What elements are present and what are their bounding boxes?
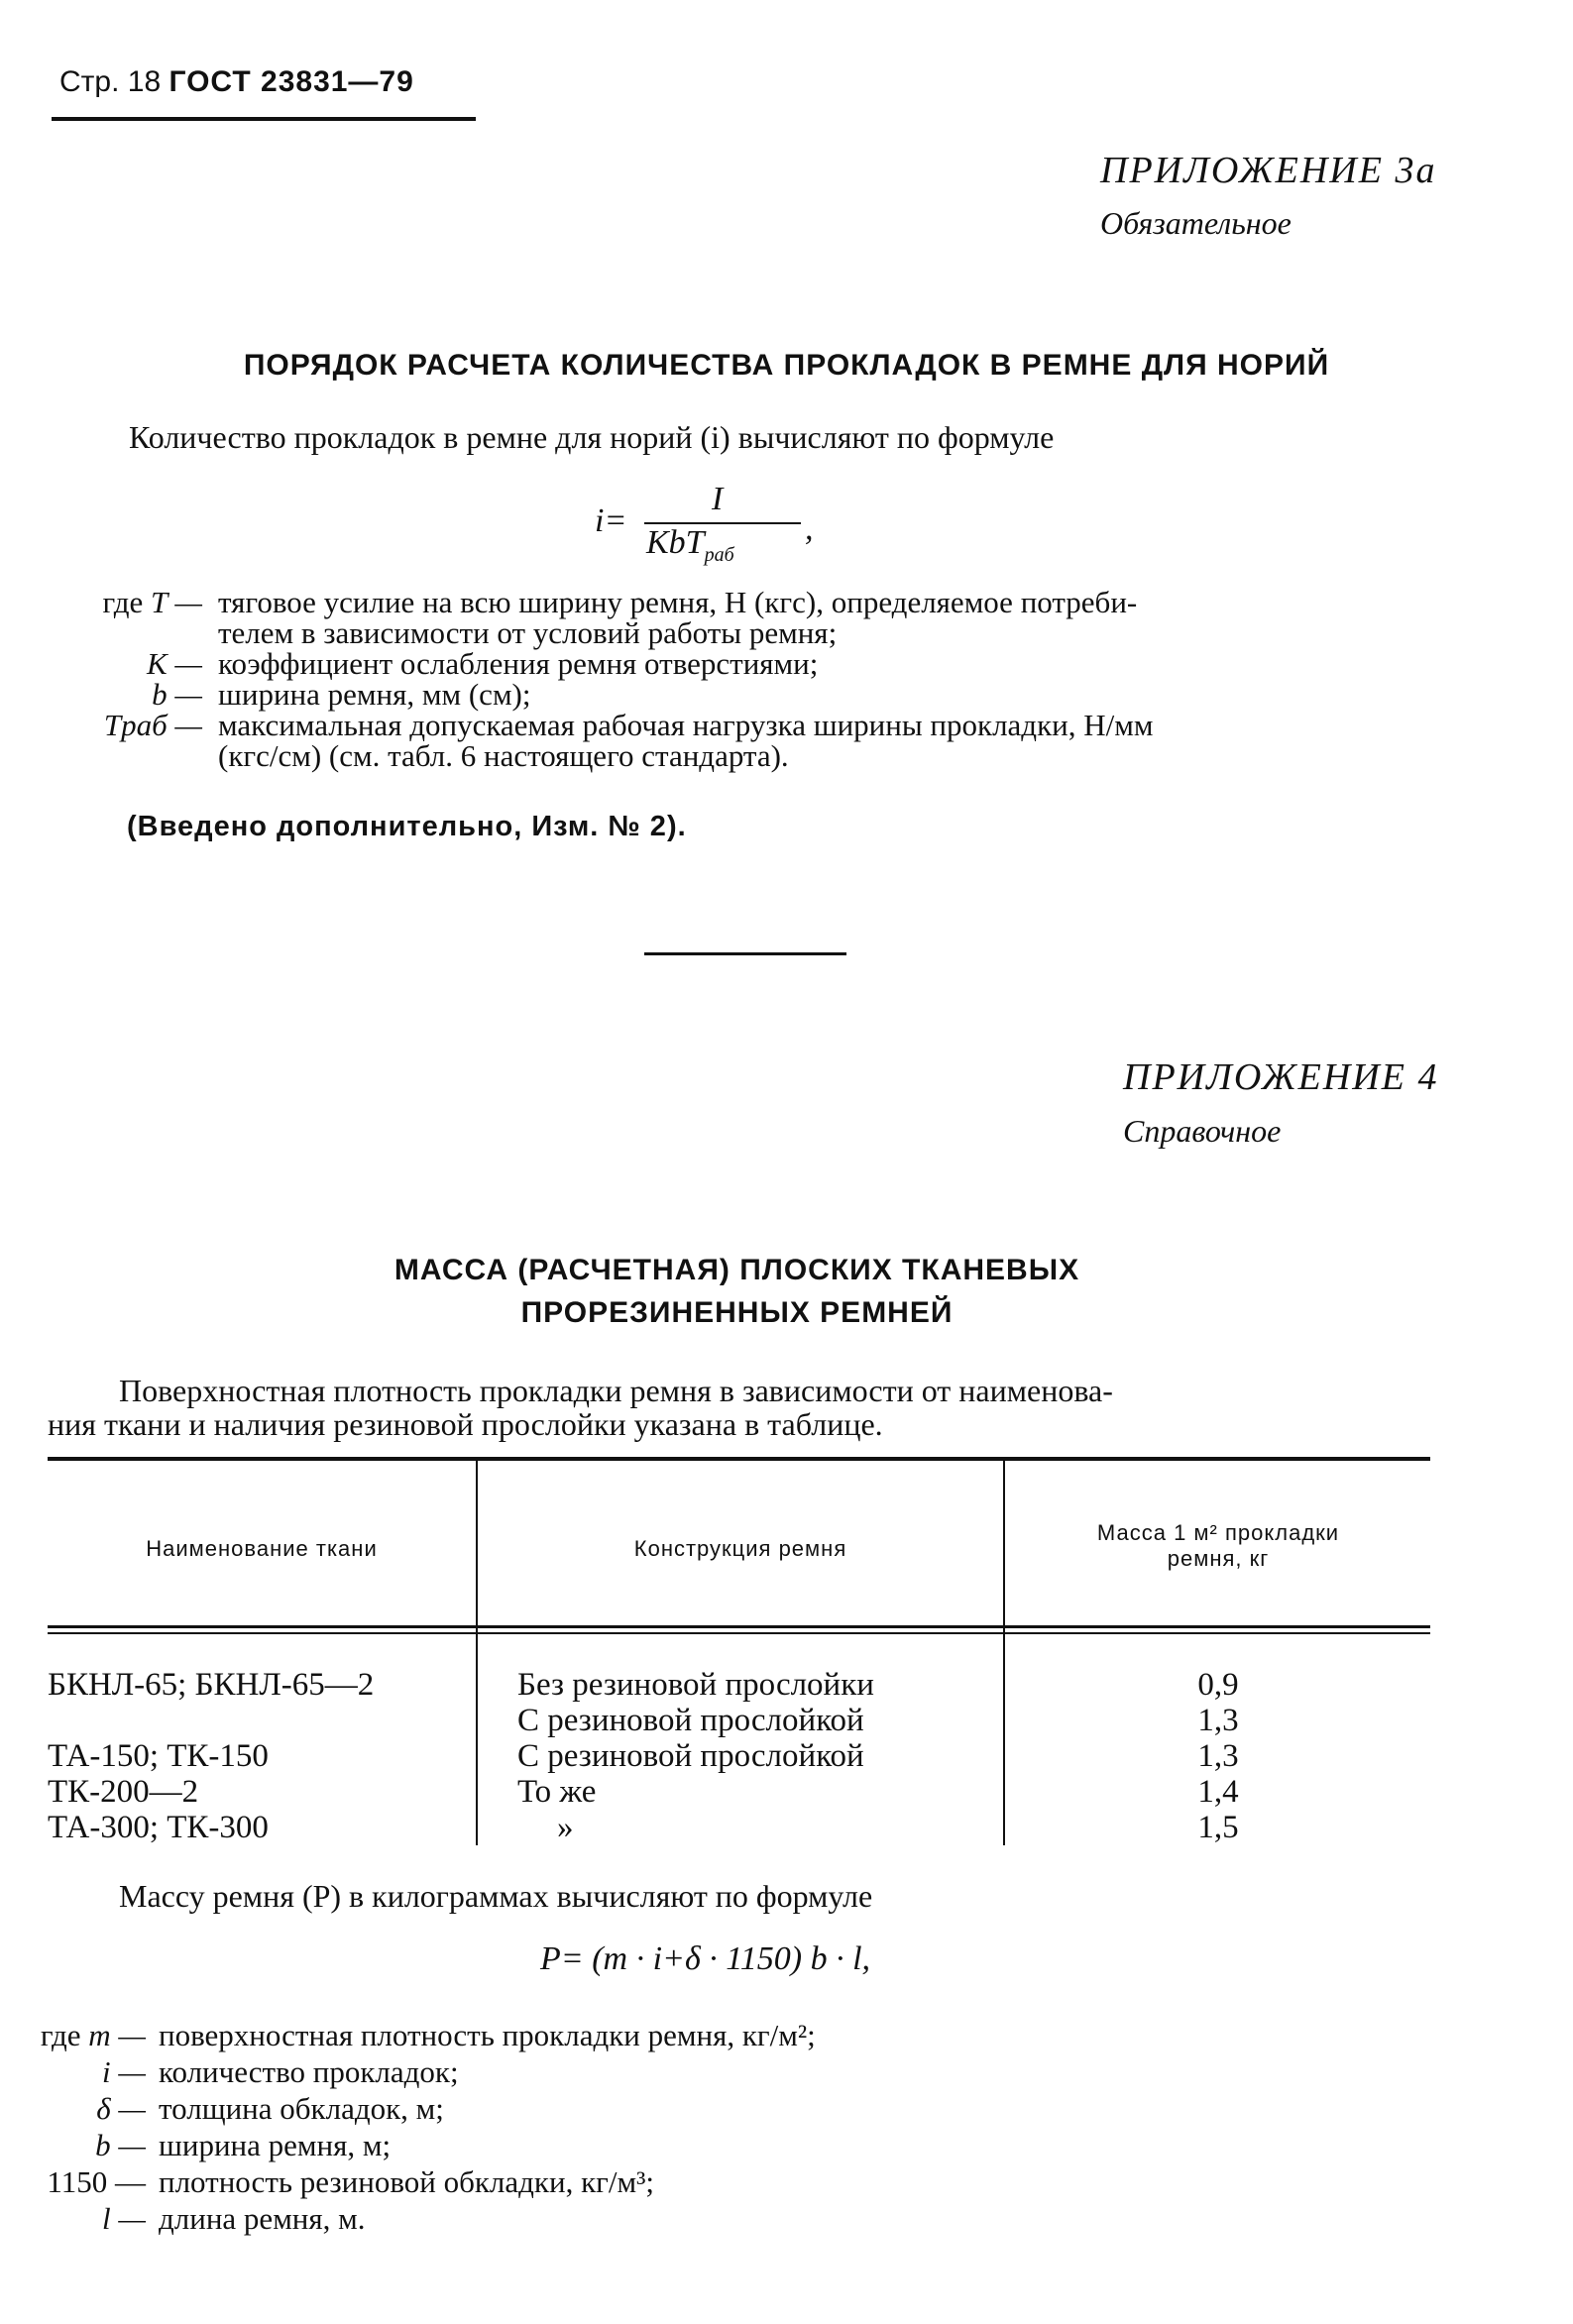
table-top-rule <box>48 1457 1430 1461</box>
table-cell: 1,4 <box>1197 1774 1239 1810</box>
definition-row: b — ширина ремня, м; <box>95 2128 392 2162</box>
definition-row: K — коэффициент ослабления ремня отверстиями; <box>146 646 819 681</box>
header-fabric: Наименование ткани <box>146 1536 378 1561</box>
definition-row: где m — поверхностная плотность прокладки ремня, кг/м²; <box>40 2018 816 2052</box>
definition-row: Tраб — максимальная допускаемая рабочая нагрузка ширины прокладки, Н/мм <box>103 708 1154 742</box>
definition-row: 1150 — плотность резиновой обкладки, кг/м³; <box>47 2164 654 2199</box>
definition-row: (кгс/см) (см. табл. 6 настоящего стандарта). <box>218 738 789 773</box>
formula-tail: , <box>805 510 814 547</box>
table-cell: Без резиновой прослойки <box>517 1667 874 1703</box>
mass-column <box>1005 1667 1431 1845</box>
page-number: Стр. 18 <box>59 65 162 98</box>
appendix-3a-label: ПРИЛОЖЕНИЕ 3а <box>1100 150 1437 191</box>
appendix-3a-title: ПОРЯДОК РАСЧЕТА КОЛИЧЕСТВА ПРОКЛАДОК В РЕМНЕ ДЛЯ НОРИЙ <box>243 349 1330 382</box>
formula-denominator: KbT$_{раб}$ <box>646 524 734 566</box>
table-header-rule <box>48 1625 1430 1628</box>
table-cell: То же <box>517 1774 597 1810</box>
table-cell: 1,5 <box>1197 1810 1239 1845</box>
definition-row: где T — тяговое усилие на всю ширину ремня, Н (кгс), определяемое потреби- <box>102 585 1138 619</box>
fabric-column <box>48 1667 476 1845</box>
definition-row: b — ширина ремня, мм (см); <box>152 677 531 712</box>
table-cell: 1,3 <box>1197 1703 1239 1738</box>
appendix-4-status: Справочное <box>1123 1113 1282 1149</box>
table-cell: ТК-200—2 <box>48 1774 199 1810</box>
appendix-4-title-line2: ПРОРЕЗИНЕННЫХ РЕМНЕЙ <box>520 1296 954 1329</box>
formula-lhs: i= <box>595 502 627 539</box>
appendix-4-title-line1: МАССА (РАСЧЕТНАЯ) ПЛОСКИХ ТКАНЕВЫХ <box>393 1254 1080 1286</box>
table-col-divider <box>1003 1461 1005 1845</box>
construction-column <box>517 1667 993 1845</box>
table-cell: БКНЛ-65; БКНЛ-65—2 <box>48 1667 375 1703</box>
table-cell: 1,3 <box>1197 1738 1239 1774</box>
header-rule <box>52 117 476 121</box>
definition-row: i — количество прокладок; <box>102 2054 459 2089</box>
formula-i <box>595 481 852 566</box>
section-divider <box>644 952 846 955</box>
formula-numerator: I <box>712 481 724 517</box>
page-header <box>59 65 414 99</box>
appendix-4-intro-line2: ния ткани и наличия резиновой прослойки указана в таблице. <box>48 1406 883 1442</box>
appendix-3a-definitions <box>0 585 1573 773</box>
table-cell: ТА-150; ТК-150 <box>48 1738 269 1774</box>
definition-row: l — длина ремня, м. <box>102 2201 366 2236</box>
table-cell: 0,9 <box>1197 1667 1239 1703</box>
header-construction: Конструкция ремня <box>633 1536 847 1561</box>
mass-formula: P= (m · i+δ · 1150) b · l, <box>540 1940 871 1977</box>
table-header-rule <box>48 1632 1430 1634</box>
appendix-4-label: ПРИЛОЖЕНИЕ 4 <box>1123 1056 1439 1098</box>
appendix-4-intro-line1: Поверхностная плотность прокладки ремня в зависимости от наименова- <box>119 1373 1113 1408</box>
table-cell <box>48 1703 476 1738</box>
gost-number: ГОСТ 23831—79 <box>169 65 414 98</box>
table-col-divider <box>476 1461 478 1845</box>
amendment-note: (Введено дополнительно, Изм. № 2). <box>127 811 687 842</box>
appendix-4-definitions <box>0 2017 1573 2237</box>
table-cell: ТА-300; ТК-300 <box>48 1810 269 1845</box>
appendix-3a-intro: Количество прокладок в ремне для норий (i) вычисляют по формуле <box>129 419 1055 455</box>
definition-row: телем в зависимости от условий работы ремня; <box>218 615 838 650</box>
header-mass: Масса 1 м² прокладки ремня, кг <box>1096 1520 1340 1571</box>
appendix-3a-status: Обязательное <box>1100 205 1292 241</box>
table-cell: С резиновой прослойкой <box>517 1703 864 1738</box>
table-cell: » <box>557 1810 574 1845</box>
definition-row: δ — толщина обкладок, м; <box>96 2091 444 2126</box>
table-cell: С резиновой прослойкой <box>517 1738 864 1774</box>
mass-intro: Массу ремня (Р) в килограммах вычисляют по формуле <box>119 1878 873 1914</box>
